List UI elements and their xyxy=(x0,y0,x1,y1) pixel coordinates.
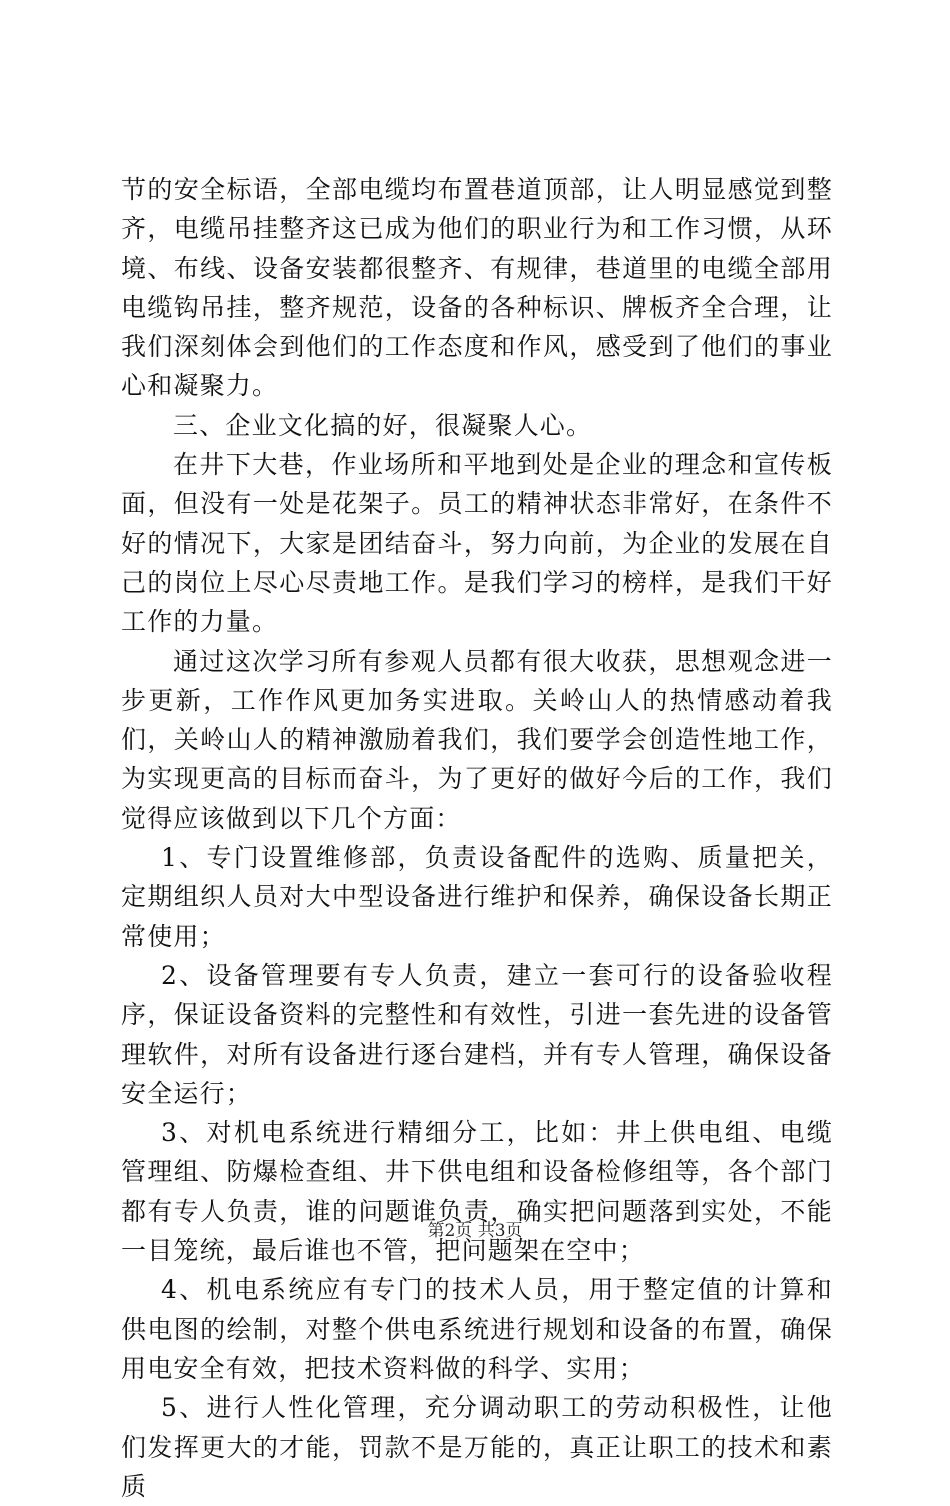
document-body xyxy=(121,170,833,1506)
list-item-4: 4、机电系统应有专门的技术人员，用于整定值的计算和供电图的绘制，对整个供电系统进行规划和设备的布置，确保用电安全有效，把技术资料做的科学、实用； xyxy=(121,1275,833,1383)
list-item-3: 3、对机电系统进行精细分工，比如：井上供电组、电缆管理组、防爆检查组、井下供电组和设备检修组等，各个部门都有专人负责，谁的问题谁负责，确实把问题落到实处，不能一目笼统，最后谁也不管，把问题架在空中； xyxy=(121,1118,833,1266)
list-item-5: 5、进行人性化管理，充分调动职工的劳动积极性，让他们发挥更大的才能，罚款不是万能的，真正让职工的技术和素质 xyxy=(121,1393,833,1501)
paragraph-continuation: 节的安全标语，全部电缆均布置巷道顶部，让人明显感觉到整齐，电缆吊挂整齐这已成为他们的职业行为和工作习惯，从环境、布线、设备安装都很整齐、有规律，巷道里的电缆全部用电缆钩吊挂，整齐规范，设备的各种标识、牌板齐全合理，让我们深刻体会到他们的工作态度和作风，感受到了他们的事业心和凝聚力。 xyxy=(121,175,833,401)
list-item-1: 1、专门设置维修部，负责设备配件的选购、质量把关，定期组织人员对大中型设备进行维护和保养，确保设备长期正常使用； xyxy=(121,843,833,951)
paragraph-culture: 在井下大巷，作业场所和平地到处是企业的理念和宣传板面，但没有一处是花架子。员工的精神状态非常好，在条件不好的情况下，大家是团结奋斗，努力向前，为企业的发展在自己的岗位上尽心尽责地工作。是我们学习的榜样，是我们干好工作的力量。 xyxy=(121,450,833,637)
paragraph-summary: 通过这次学习所有参观人员都有很大收获，思想观念进一步更新，工作作风更加务实进取。关岭山人的热情感动着我们，关岭山人的精神激励着我们，我们要学会创造性地工作，为实现更高的目标而奋斗，为了更好的做好今后的工作，我们觉得应该做到以下几个方面： xyxy=(121,646,833,833)
page-number-footer: 第2页 共3页 xyxy=(427,1221,523,1241)
list-item-2: 2、设备管理要有专人负责，建立一套可行的设备验收程序，保证设备资料的完整性和有效性，引进一套先进的设备管理软件，对所有设备进行逐台建档，并有专人管理，确保设备安全运行； xyxy=(121,960,833,1108)
section-heading-culture: 三、企业文化搞的好，很凝聚人心。 xyxy=(173,410,593,440)
